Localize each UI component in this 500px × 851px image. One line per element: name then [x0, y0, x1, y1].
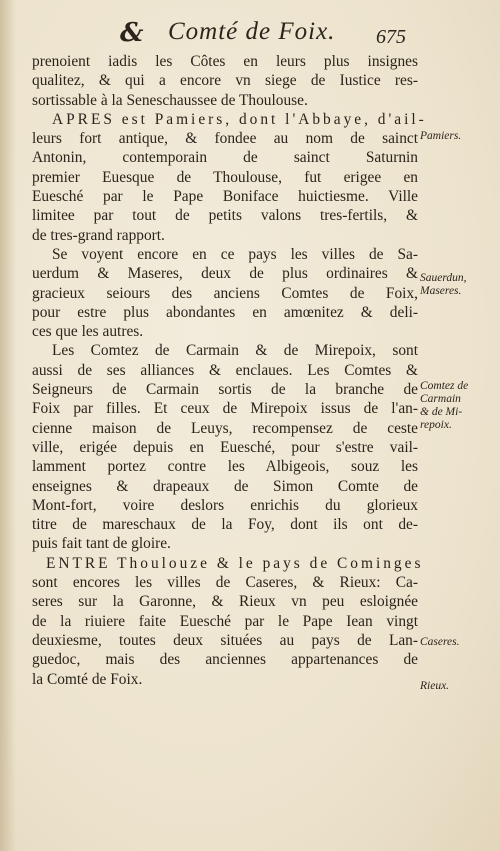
text-line: Seigneurs de Carmain sortis de la branche de: [32, 381, 418, 399]
text-line: de tres-grand rapport.: [32, 226, 165, 244]
text-line: Se voyent encore en ce pays les villes de Sa-: [52, 245, 418, 263]
margin-note-comtez: [420, 380, 496, 432]
text-line: puis fait tant de gloire.: [32, 535, 171, 553]
text-line: la Comté de Foix.: [32, 670, 143, 688]
text-line: aussi de ses alliances & enclaues. Les Comtes &: [32, 361, 418, 379]
paragraph: [32, 554, 424, 573]
margin-note-line: Comtez de: [420, 380, 469, 392]
text-line: Euesché par le Pape Boniface huictiesme. Ville: [32, 188, 418, 206]
paragraph-continued: [32, 361, 418, 554]
text-line: APRES est Pamiers, dont l'Abbaye, d'ail-: [52, 110, 427, 128]
text-line: ces que les autres.: [32, 323, 144, 341]
text-line: ENTRE Thoulouze & le pays de Cominges: [46, 554, 424, 572]
text-line: de la riuiere faite Euesché par le Pape Iean vingt: [32, 612, 418, 630]
text-line: pour estre plus abondantes en amœnitez & deli-: [32, 303, 418, 321]
text-line: sont encores les villes de Caseres, & Rieux: Ca-: [32, 574, 418, 592]
ornament-icon: &: [120, 18, 144, 48]
text-line: Les Comtez de Carmain & de Mirepoix, sont: [52, 342, 418, 360]
paragraph-continued: [32, 129, 418, 245]
page-gutter-shadow: [0, 0, 16, 851]
margin-note-line: repoix.: [420, 419, 452, 431]
margin-note-sauerdun: [420, 272, 496, 298]
margin-note-rieux: [420, 680, 496, 693]
text-line: Mont-fort, voire deslors enrichis du glorieux: [32, 496, 418, 514]
page-number: 675: [376, 26, 406, 48]
paragraph-continued: [32, 573, 418, 689]
text-line: guedoc, mais des anciennes appartenances de: [32, 651, 418, 669]
paragraph: [32, 52, 418, 110]
paragraph-continued: [32, 264, 418, 341]
margin-note-line: Caseres.: [420, 636, 460, 648]
margin-note-line: Carmain: [420, 393, 461, 405]
text-line: titre de mareschaux de la Foy, dont ils ont de-: [32, 516, 418, 534]
text-line: leurs fort antique, & fondee au nom de sainct: [32, 130, 418, 148]
text-line: deuxiesme, toutes deux situées au pays de Lan-: [32, 631, 418, 649]
margin-note-line: Pamiers.: [420, 130, 462, 142]
margin-note-line: & de Mi-: [420, 406, 463, 418]
text-line: qualitez, & qui a encore vn siege de Iustice res-: [32, 72, 418, 90]
text-line: lamment portez contre les Albigeois, souz les: [32, 458, 418, 476]
text-line: seres sur la Garonne, & Rieux vn peu esloignée: [32, 593, 418, 611]
text-line: limitee par tout de petits valons tres-fertils, &: [32, 207, 418, 225]
margin-note-caseres: [420, 636, 496, 649]
running-header: [0, 12, 500, 52]
text-line: uerdum & Maseres, deux de plus ordinaires &: [32, 265, 418, 283]
margin-note-line: Sauerdun,: [420, 272, 467, 284]
text-line: enseignes & drapeaux de Simon Comte de: [32, 477, 418, 495]
paragraph: [32, 110, 427, 129]
margin-note-line: Rieux.: [420, 680, 450, 692]
text-line: sortissable à la Seneschaussee de Thoulouse.: [32, 91, 308, 109]
text-line: Antonin, contemporain de sainct Saturnin: [32, 149, 418, 167]
text-line: ville, erigée depuis en Euesché, pour s'estre vail-: [32, 438, 418, 456]
paragraph: [32, 245, 418, 264]
text-line: prenoient iadis les Côtes en leurs plus insignes: [32, 53, 418, 70]
text-line: cienne maison de Leuys, recompensez de ceste: [32, 419, 418, 437]
text-line: Foix par filles. Et ceux de Mirepoix issus de l'an-: [32, 400, 418, 418]
body-text: [32, 52, 427, 689]
text-line: gracieux seiours des anciens Comtes de Foix,: [32, 284, 418, 302]
paragraph: [32, 341, 418, 360]
running-title: Comté de Foix.: [168, 18, 336, 45]
margin-note-pamiers: [420, 130, 496, 143]
text-line: premier Euesque de Thoulouse, fut erigee en: [32, 168, 418, 186]
margin-note-line: Maseres.: [420, 285, 462, 297]
